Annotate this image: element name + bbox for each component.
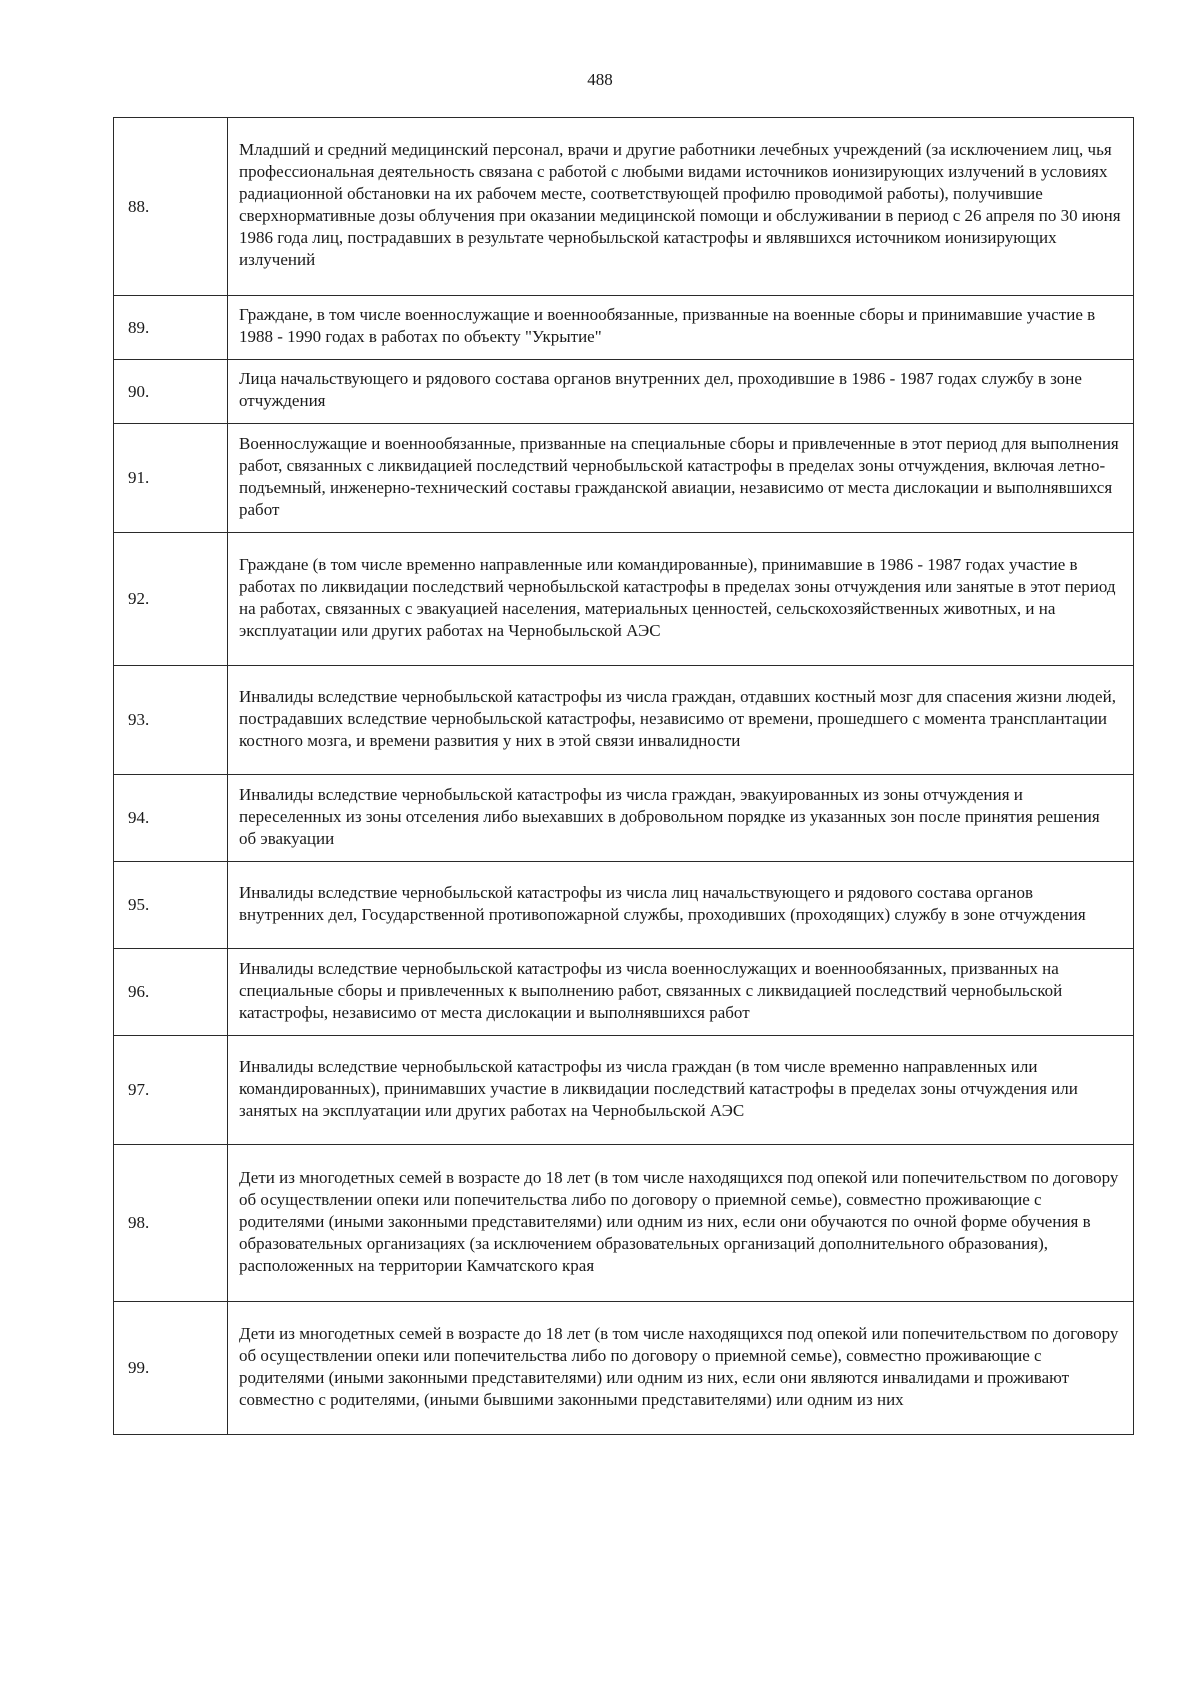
row-description: Инвалиды вследствие чернобыльской катастрофы из числа граждан, эвакуированных из зоны отчуждения и переселенных из зоны отселения либо выехавших в добровольном порядке из указанных зон после принятия решения об эвакуации [228, 775, 1134, 862]
table-row [114, 424, 1134, 533]
row-description: Лица начальствующего и рядового состава органов внутренних дел, проходившие в 1986 - 1987 годах службу в зоне отчуждения [228, 360, 1134, 424]
row-number: 96. [114, 949, 228, 1036]
row-description: Младший и средний медицинский персонал, врачи и другие работники лечебных учреждений (за исключением лиц, чья профессиональная деятельность связана с работой с любыми видами источников ионизирующих излучений в условиях радиационной обстановки на их рабочем месте, соответствующей профилю проводимой работы), получившие сверхнормативные дозы облучения при оказании медицинской помощи и обслуживании в период с 26 апреля по 30 июня 1986 года лиц, пострадавших в результате чернобыльской катастрофы и являвшихся источником ионизирующих излучений [228, 118, 1134, 296]
row-description: Военнослужащие и военнообязанные, призванные на специальные сборы и привлеченные в этот период для выполнения работ, связанных с ликвидацией последствий чернобыльской катастрофы в пределах зоны отчуждения, включая летно-подъемный, инженерно-технический составы гражданской авиации, независимо от места дислокации и выполнявшихся работ [228, 424, 1134, 533]
row-number: 91. [114, 424, 228, 533]
row-description: Граждане (в том числе временно направленные или командированные), принимавшие в 1986 - 1987 годах участие в работах по ликвидации последствий чернобыльской катастрофы в пределах зоны отчуждения или занятые в этот период на работах, связанных с эвакуацией населения, материальных ценностей, сельскохозяйственных животных, и на эксплуатации или других работах на Чернобыльской АЭС [228, 533, 1134, 666]
row-number: 92. [114, 533, 228, 666]
row-description: Инвалиды вследствие чернобыльской катастрофы из числа граждан (в том числе временно направленных или командированных), принимавших участие в ликвидации последствий катастрофы в пределах зоны отчуждения или занятых на эксплуатации или других работах на Чернобыльской АЭС [228, 1036, 1134, 1145]
table-row [114, 666, 1134, 775]
row-number: 98. [114, 1145, 228, 1302]
table-row [114, 1302, 1134, 1435]
row-description: Инвалиды вследствие чернобыльской катастрофы из числа военнослужащих и военнообязанных, призванных на специальные сборы и привлеченных к выполнению работ, связанных с ликвидацией последствий чернобыльской катастрофы, независимо от места дислокации и выполнявшихся работ [228, 949, 1134, 1036]
table-row [114, 296, 1134, 360]
row-description: Инвалиды вследствие чернобыльской катастрофы из числа лиц начальствующего и рядового состава органов внутренних дел, Государственной противопожарной службы, проходивших (проходящих) службу в зоне отчуждения [228, 862, 1134, 949]
row-number: 99. [114, 1302, 228, 1435]
table-row [114, 533, 1134, 666]
table-row [114, 775, 1134, 862]
row-description: Граждане, в том числе военнослужащие и военнообязанные, призванные на военные сборы и принимавшие участие в 1988 - 1990 годах в работах по объекту "Укрытие" [228, 296, 1134, 360]
table-row [114, 360, 1134, 424]
row-number: 95. [114, 862, 228, 949]
page-number: 488 [587, 70, 613, 89]
row-number: 88. [114, 118, 228, 296]
row-number: 97. [114, 1036, 228, 1145]
beneficiary-table [113, 117, 1134, 1435]
row-number: 89. [114, 296, 228, 360]
row-number: 94. [114, 775, 228, 862]
table-row [114, 862, 1134, 949]
row-number: 93. [114, 666, 228, 775]
table-row [114, 1145, 1134, 1302]
row-description: Дети из многодетных семей в возрасте до 18 лет (в том числе находящихся под опекой или попечительством по договору об осуществлении опеки или попечительства либо по договору о приемной семье), совместно проживающие с родителями (иными законными представителями) или одним из них, если они обучаются по очной форме обучения в образовательных организациях (за исключением образовательных организаций дополнительного образования), расположенных на территории Камчатского края [228, 1145, 1134, 1302]
row-number: 90. [114, 360, 228, 424]
table-row [114, 118, 1134, 296]
row-description: Дети из многодетных семей в возрасте до 18 лет (в том числе находящихся под опекой или попечительством по договору об осуществлении опеки или попечительства либо по договору о приемной семье), совместно проживающие с родителями (иными законными представителями) или одним из них, если они являются инвалидами и проживают совместно с родителями, (иными бывшими законными представителями) или одним из них [228, 1302, 1134, 1435]
table-row [114, 1036, 1134, 1145]
row-description: Инвалиды вследствие чернобыльской катастрофы из числа граждан, отдавших костный мозг для спасения жизни людей, пострадавших вследствие чернобыльской катастрофы, независимо от времени, прошедшего с момента трансплантации костного мозга, и времени развития у них в этой связи инвалидности [228, 666, 1134, 775]
table-row [114, 949, 1134, 1036]
